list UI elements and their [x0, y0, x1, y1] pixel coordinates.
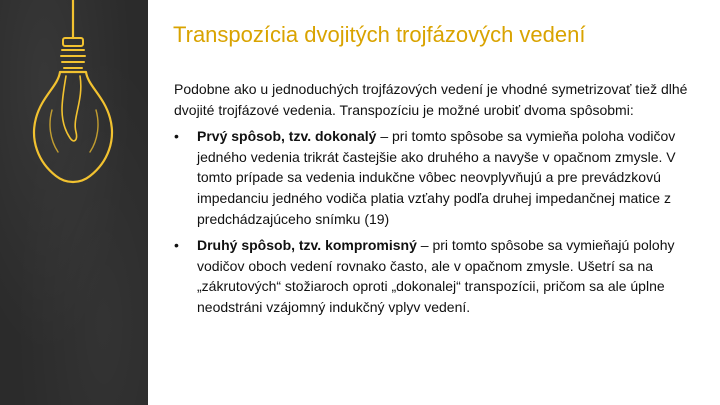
- chalkboard-panel: [0, 0, 148, 405]
- lightbulb-icon: [0, 0, 148, 300]
- bullet-heading: Druhý spôsob, tzv. kompromisný: [197, 237, 417, 254]
- slide-title: Transpozícia dvojitých trojfázových vedení: [173, 22, 586, 47]
- slide-content: [174, 79, 710, 324]
- bullet-marker: •: [174, 128, 179, 145]
- bullet-marker: •: [174, 237, 179, 254]
- intro-paragraph: Podobne ako u jednoduchých trojfázových vedení je vhodné symetrizovať tiež dlhé dvojité trojfázové vedenia. Transpozíciu je možné urobiť dvoma spôsobmi:: [174, 81, 688, 118]
- bullet-item-compromise: [174, 235, 710, 317]
- bullet-text: – pri tomto spôsobe sa vymieňa poloha vodičov jedného vedenia trikrát častejšie ako druhého a navyše v opačnom zmysle. V tomto prípade sa vedenia indukčne vôbec neovplyvňujú a pre prevádzkovú impedanciu jedného vodiča platia vzťahy podľa druhej impedančnej matice z predchádzajúceho snímku (19): [197, 128, 676, 227]
- bullet-item-perfect: [174, 126, 710, 229]
- bullet-heading: Prvý spôsob, tzv. dokonalý: [197, 128, 377, 145]
- bullet-text: – pri tomto spôsobe sa vymieňajú polohy vodičov oboch vedení rovnako často, ale v opačnom zmysle. Ušetrí sa na „zákrutových“ stožiaroch oproti „dokonalej“ transpozícii, pričom sa ale úplne neodstráni vzájomný indukčný vplyv vedení.: [197, 237, 675, 315]
